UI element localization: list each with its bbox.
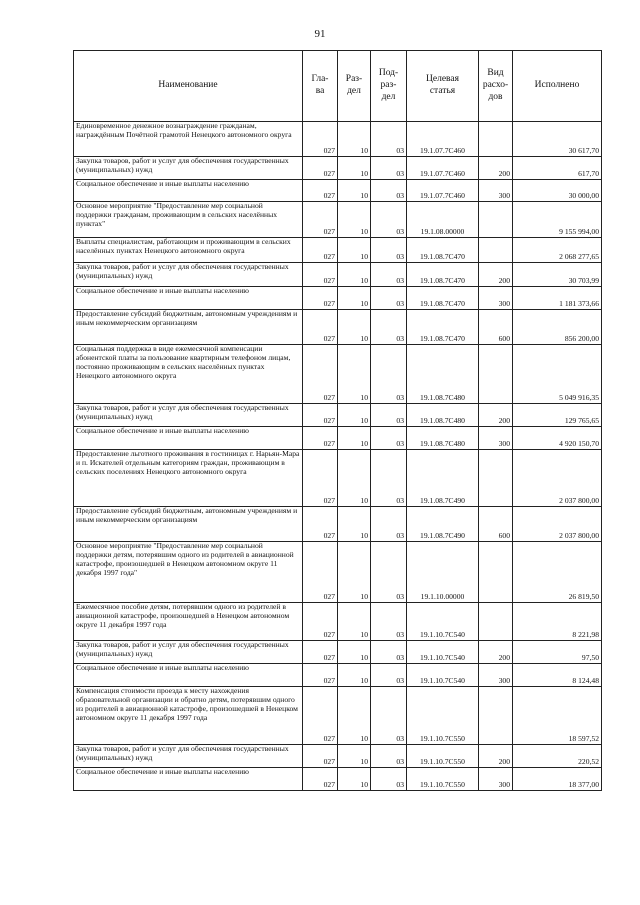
cell-name: Закупка товаров, работ и услуг для обеспечения государственных (муниципальных) нужд (74, 641, 303, 664)
cell-target: 19.1.07.7С460 (407, 122, 479, 157)
table-row (74, 122, 602, 157)
cell-expense-type: 600 (479, 507, 513, 542)
cell-subsection: 03 (371, 542, 407, 603)
cell-target: 19.1.08.7С480 (407, 404, 479, 427)
cell-section: 10 (338, 603, 371, 641)
cell-name: Закупка товаров, работ и услуг для обеспечения государственных (муниципальных) нужд (74, 263, 303, 287)
cell-expense-type (479, 603, 513, 641)
cell-executed: 8 124,48 (513, 664, 602, 687)
cell-chapter: 027 (303, 345, 338, 404)
cell-name: Закупка товаров, работ и услуг для обеспечения государственных (муниципальных) нужд (74, 745, 303, 768)
cell-subsection: 03 (371, 768, 407, 791)
cell-executed: 30 617,70 (513, 122, 602, 157)
header-expense-type (479, 51, 513, 122)
cell-target: 19.1.07.7С460 (407, 157, 479, 180)
cell-subsection: 03 (371, 263, 407, 287)
cell-name: Выплаты специалистам, работающим и проживающим в сельских населённых пунктах Ненецкого автономного округа (74, 238, 303, 263)
cell-chapter: 027 (303, 427, 338, 450)
cell-chapter: 027 (303, 180, 338, 202)
cell-expense-type (479, 122, 513, 157)
cell-section: 10 (338, 238, 371, 263)
cell-chapter: 027 (303, 202, 338, 238)
cell-executed: 5 049 916,35 (513, 345, 602, 404)
cell-subsection: 03 (371, 404, 407, 427)
table-row (74, 507, 602, 542)
cell-section: 10 (338, 687, 371, 745)
header-section (338, 51, 371, 122)
cell-name: Социальное обеспечение и иные выплаты населению (74, 664, 303, 687)
cell-section: 10 (338, 202, 371, 238)
header-name: Наименование (74, 51, 303, 122)
cell-name: Социальное обеспечение и иные выплаты населению (74, 427, 303, 450)
cell-executed: 1 181 373,66 (513, 287, 602, 310)
cell-expense-type: 300 (479, 664, 513, 687)
cell-chapter: 027 (303, 157, 338, 180)
table-row (74, 238, 602, 263)
table-header (74, 51, 602, 122)
cell-chapter: 027 (303, 507, 338, 542)
cell-executed: 97,50 (513, 641, 602, 664)
cell-subsection: 03 (371, 603, 407, 641)
cell-name: Социальное обеспечение и иные выплаты населению (74, 180, 303, 202)
cell-section: 10 (338, 664, 371, 687)
cell-expense-type (479, 687, 513, 745)
cell-name: Социальное обеспечение и иные выплаты населению (74, 768, 303, 791)
cell-target: 19.1.10.7С550 (407, 687, 479, 745)
table-body (74, 122, 602, 791)
cell-chapter: 027 (303, 287, 338, 310)
cell-target: 19.1.08.7С470 (407, 287, 479, 310)
table-row (74, 427, 602, 450)
cell-expense-type (479, 238, 513, 263)
cell-target: 19.1.10.7С540 (407, 641, 479, 664)
cell-expense-type: 200 (479, 641, 513, 664)
cell-subsection: 03 (371, 687, 407, 745)
cell-subsection: 03 (371, 745, 407, 768)
cell-target: 19.1.10.7С540 (407, 603, 479, 641)
cell-section: 10 (338, 345, 371, 404)
cell-target: 19.1.08.00000 (407, 202, 479, 238)
cell-name: Предоставление субсидий бюджетным, автономным учреждениям и иным некоммерческим организациям (74, 507, 303, 542)
table-row (74, 542, 602, 603)
cell-expense-type: 300 (479, 287, 513, 310)
cell-expense-type: 200 (479, 157, 513, 180)
table-row (74, 310, 602, 345)
cell-section: 10 (338, 310, 371, 345)
table-row (74, 603, 602, 641)
cell-subsection: 03 (371, 202, 407, 238)
cell-name: Основное мероприятие "Предоставление мер социальной поддержки гражданам, проживающим в сельских населённых пунктах" (74, 202, 303, 238)
cell-chapter: 027 (303, 687, 338, 745)
cell-expense-type: 200 (479, 263, 513, 287)
cell-chapter: 027 (303, 603, 338, 641)
cell-executed: 2 068 277,65 (513, 238, 602, 263)
table-row (74, 157, 602, 180)
cell-subsection: 03 (371, 157, 407, 180)
cell-target: 19.1.08.7С490 (407, 507, 479, 542)
cell-executed: 9 155 994,00 (513, 202, 602, 238)
cell-subsection: 03 (371, 664, 407, 687)
header-subsection (371, 51, 407, 122)
cell-section: 10 (338, 507, 371, 542)
cell-executed: 18 377,00 (513, 768, 602, 791)
cell-target: 19.1.10.7С540 (407, 664, 479, 687)
cell-section: 10 (338, 404, 371, 427)
cell-target: 19.1.08.7С480 (407, 427, 479, 450)
cell-name: Закупка товаров, работ и услуг для обеспечения государственных (муниципальных) нужд (74, 157, 303, 180)
page-number: 91 (314, 28, 326, 40)
table-row (74, 768, 602, 791)
cell-chapter: 027 (303, 450, 338, 507)
cell-section: 10 (338, 450, 371, 507)
cell-executed: 2 037 800,00 (513, 450, 602, 507)
cell-target: 19.1.08.7С490 (407, 450, 479, 507)
cell-target: 19.1.10.7С550 (407, 745, 479, 768)
table-row (74, 287, 602, 310)
table-row (74, 745, 602, 768)
cell-executed: 129 765,65 (513, 404, 602, 427)
cell-section: 10 (338, 641, 371, 664)
cell-name: Ежемесячное пособие детям, потерявшим одного из родителей в авиационной катастрофе, произошедшей в Ненецком автономном округе 11 декабря 1997 года (74, 603, 303, 641)
cell-target: 19.1.08.7С470 (407, 263, 479, 287)
header-chapter (303, 51, 338, 122)
cell-subsection: 03 (371, 450, 407, 507)
table-row (74, 664, 602, 687)
cell-chapter: 027 (303, 238, 338, 263)
cell-executed: 856 200,00 (513, 310, 602, 345)
cell-expense-type (479, 450, 513, 507)
table-row (74, 345, 602, 404)
cell-chapter: 027 (303, 768, 338, 791)
header-target (407, 51, 479, 122)
cell-chapter: 027 (303, 310, 338, 345)
cell-chapter: 027 (303, 263, 338, 287)
header-chapter-label: Гла- ва (311, 74, 329, 96)
cell-target: 19.1.07.7С460 (407, 180, 479, 202)
cell-executed: 8 221,98 (513, 603, 602, 641)
header-subsection-label: Под- раз- дел (378, 68, 399, 102)
cell-target: 19.1.08.7С470 (407, 238, 479, 263)
cell-expense-type: 200 (479, 745, 513, 768)
cell-target: 19.1.10.00000 (407, 542, 479, 603)
cell-subsection: 03 (371, 310, 407, 345)
cell-section: 10 (338, 180, 371, 202)
header-expense-type-label: Вид расхо- дов (482, 68, 509, 102)
cell-subsection: 03 (371, 122, 407, 157)
cell-section: 10 (338, 427, 371, 450)
cell-chapter: 027 (303, 664, 338, 687)
cell-subsection: 03 (371, 427, 407, 450)
cell-name: Предоставление субсидий бюджетным, автономным учреждениям и иным некоммерческим организациям (74, 310, 303, 345)
cell-subsection: 03 (371, 641, 407, 664)
cell-name: Социальное обеспечение и иные выплаты населению (74, 287, 303, 310)
cell-section: 10 (338, 542, 371, 603)
table-row (74, 404, 602, 427)
cell-name: Единовременное денежное вознаграждение гражданам, награждённым Почётной грамотой Ненецкого автономного округа (74, 122, 303, 157)
cell-target: 19.1.08.7С480 (407, 345, 479, 404)
cell-executed: 2 037 800,00 (513, 507, 602, 542)
cell-executed: 30 000,00 (513, 180, 602, 202)
cell-executed: 26 819,50 (513, 542, 602, 603)
cell-executed: 617,70 (513, 157, 602, 180)
table-row (74, 687, 602, 745)
cell-chapter: 027 (303, 122, 338, 157)
table-row (74, 202, 602, 238)
cell-expense-type: 300 (479, 768, 513, 791)
cell-chapter: 027 (303, 745, 338, 768)
cell-expense-type: 600 (479, 310, 513, 345)
cell-section: 10 (338, 768, 371, 791)
header-target-label: Целевая статья (426, 74, 459, 96)
cell-executed: 4 920 150,70 (513, 427, 602, 450)
header-section-label: Раз- дел (345, 74, 363, 96)
cell-expense-type (479, 345, 513, 404)
cell-chapter: 027 (303, 641, 338, 664)
cell-name: Компенсация стоимости проезда к месту нахождения образовательной организации и обратно детям, потерявшим одного из родителей в авиационной катастрофе, произошедшей в Ненецком автономном округе 11 декабря 1997 года (74, 687, 303, 745)
cell-subsection: 03 (371, 180, 407, 202)
cell-section: 10 (338, 157, 371, 180)
cell-target: 19.1.08.7С470 (407, 310, 479, 345)
cell-subsection: 03 (371, 238, 407, 263)
cell-name: Предоставление льготного проживания в гостиницах г. Нарьян-Мара и п. Искателей отдельным категориям граждан, проживающим в сельских поселениях Ненецкого автономного округа (74, 450, 303, 507)
cell-section: 10 (338, 287, 371, 310)
table-row (74, 450, 602, 507)
cell-name: Закупка товаров, работ и услуг для обеспечения государственных (муниципальных) нужд (74, 404, 303, 427)
cell-executed: 18 597,52 (513, 687, 602, 745)
cell-name: Основное мероприятие "Предоставление мер социальной поддержки детям, потерявшим одного из родителей в авиационной катастрофе, произошедшей в Ненецком автономном округе 11 декабря 1997 года" (74, 542, 303, 603)
cell-subsection: 03 (371, 507, 407, 542)
cell-section: 10 (338, 122, 371, 157)
cell-subsection: 03 (371, 287, 407, 310)
cell-section: 10 (338, 745, 371, 768)
cell-chapter: 027 (303, 404, 338, 427)
budget-table (73, 50, 602, 791)
cell-executed: 220,52 (513, 745, 602, 768)
cell-expense-type: 300 (479, 180, 513, 202)
cell-target: 19.1.10.7С550 (407, 768, 479, 791)
table-row (74, 263, 602, 287)
table-row (74, 180, 602, 202)
cell-section: 10 (338, 263, 371, 287)
cell-subsection: 03 (371, 345, 407, 404)
cell-chapter: 027 (303, 542, 338, 603)
cell-expense-type (479, 202, 513, 238)
cell-executed: 30 703,99 (513, 263, 602, 287)
cell-name: Социальная поддержка в виде ежемесячной компенсации абонентской платы за пользование квартирным телефоном лицам, постоянно проживающим в сельских населённых пунктах Ненецкого автономного округа (74, 345, 303, 404)
table-row (74, 641, 602, 664)
cell-expense-type: 300 (479, 427, 513, 450)
cell-expense-type (479, 542, 513, 603)
cell-expense-type: 200 (479, 404, 513, 427)
header-executed: Исполнено (513, 51, 602, 122)
